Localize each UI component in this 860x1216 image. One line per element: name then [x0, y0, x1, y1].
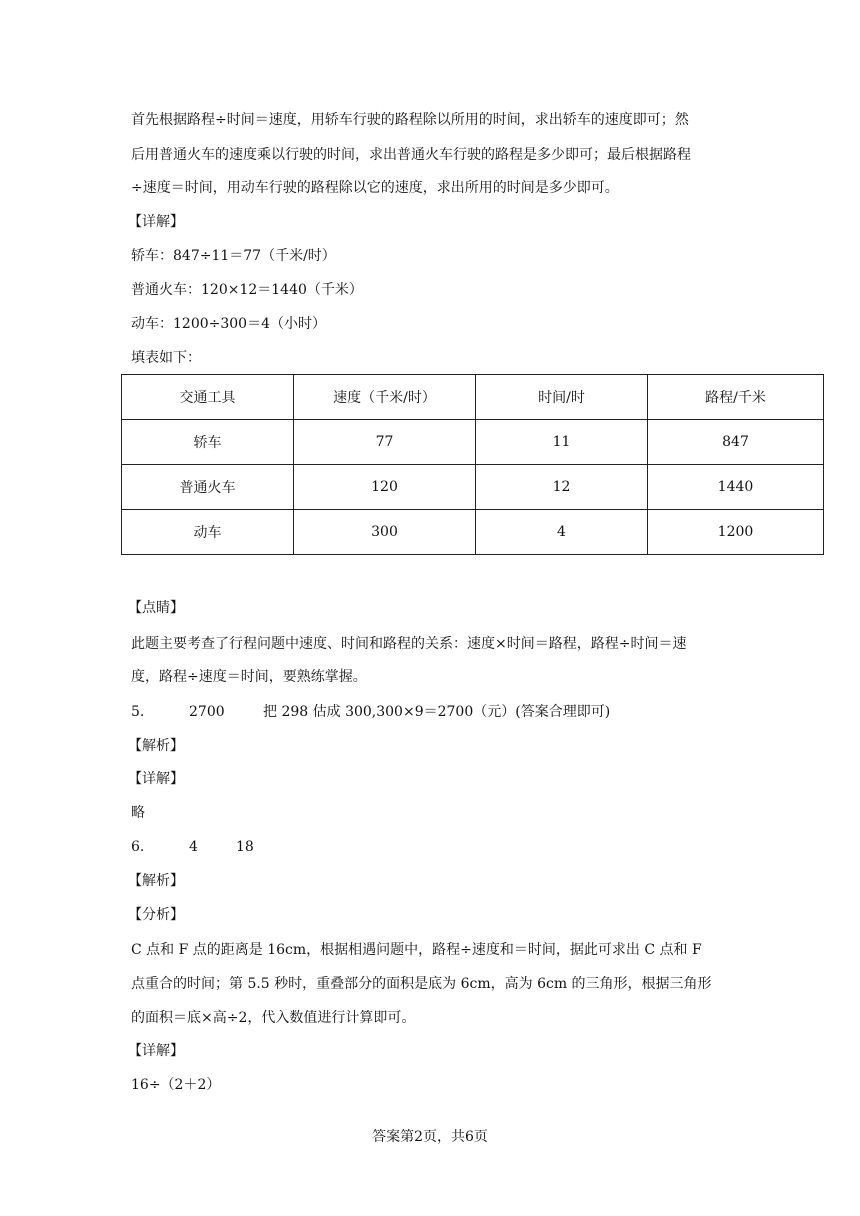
question-6-analysis-line-1: C 点和 F 点的距离是 16cm，根据相遇问题中，路程÷速度和＝时间，据此可求出 C 点和 F [131, 942, 702, 958]
question-5-answer-line [131, 702, 610, 722]
question-6-detail-heading: 【详解】 [128, 1043, 184, 1059]
question-5-analysis-heading: 【解析】 [128, 738, 184, 754]
calc-line-train: 普通火车：120×12＝1440（千米） [131, 282, 363, 298]
calc-line-bullet-train: 动车：1200÷300＝4（小时） [131, 316, 326, 332]
analysis-line-3: ÷速度＝时间，用动车行驶的路程除以它的速度，求出所用的时间是多少即可。 [131, 180, 619, 196]
table-cell: 11 [476, 420, 648, 465]
table-cell: 120 [294, 465, 476, 510]
table-cell: 4 [476, 510, 648, 555]
table-row [122, 510, 824, 555]
detail-heading: 【详解】 [128, 214, 184, 230]
page-footer: 答案第2页，共6页 [372, 1129, 488, 1145]
answer-table [121, 374, 824, 555]
table-cell: 轿车 [122, 420, 294, 465]
question-6-analysis-line-2: 点重合的时间；第 5.5 秒时，重叠部分的面积是底为 6cm，高为 6cm 的三角形，根据三角形 [131, 976, 712, 992]
table-header-cell: 速度（千米/时） [294, 375, 476, 420]
analysis-line-1: 首先根据路程÷时间＝速度，用轿车行驶的路程除以所用的时间，求出轿车的速度即可；然 [131, 112, 689, 128]
question-6-answer-line [131, 837, 254, 857]
comment-heading: 【点睛】 [128, 600, 184, 616]
table-header-cell: 路程/千米 [648, 375, 824, 420]
comment-line-1: 此题主要考查了行程问题中速度、时间和路程的关系：速度×时间＝路程，路程÷时间＝速 [131, 636, 687, 652]
question-6-detail-line: 16÷（2＋2） [131, 1077, 221, 1093]
question-5-detail: 略 [131, 805, 145, 821]
table-cell: 300 [294, 510, 476, 555]
table-header-row [122, 375, 824, 420]
question-5-number: 5. [131, 704, 145, 720]
question-6-analysis-line-3: 的面积＝底×高÷2，代入数值进行计算即可。 [131, 1010, 416, 1026]
table-cell: 普通火车 [122, 465, 294, 510]
table-header-cell: 时间/时 [476, 375, 648, 420]
table-cell: 1200 [648, 510, 824, 555]
question-5-detail-heading: 【详解】 [128, 771, 184, 787]
question-5-method: 把 298 估成 300,300×9＝2700（元）(答案合理即可) [263, 704, 611, 720]
question-6-analysis-heading: 【解析】 [128, 873, 184, 889]
table-row [122, 420, 824, 465]
table-cell: 77 [294, 420, 476, 465]
question-6-answer-2: 18 [236, 839, 254, 855]
question-6-number: 6. [131, 839, 145, 855]
comment-line-2: 度，路程÷速度＝时间，要熟练掌握。 [131, 669, 367, 685]
table-cell: 1440 [648, 465, 824, 510]
table-row [122, 465, 824, 510]
question-6-answer-1: 4 [189, 839, 198, 855]
question-5-answer: 2700 [189, 704, 225, 720]
table-header-cell: 交通工具 [122, 375, 294, 420]
analysis-line-2: 后用普通火车的速度乘以行驶的时间，求出普通火车行驶的路程是多少即可；最后根据路程 [131, 147, 691, 163]
question-6-breakdown-heading: 【分析】 [128, 907, 184, 923]
table-cell: 12 [476, 465, 648, 510]
fill-table-intro: 填表如下： [131, 350, 201, 366]
calc-line-car: 轿车：847÷11＝77（千米/时） [131, 248, 336, 264]
table-cell: 动车 [122, 510, 294, 555]
table-cell: 847 [648, 420, 824, 465]
